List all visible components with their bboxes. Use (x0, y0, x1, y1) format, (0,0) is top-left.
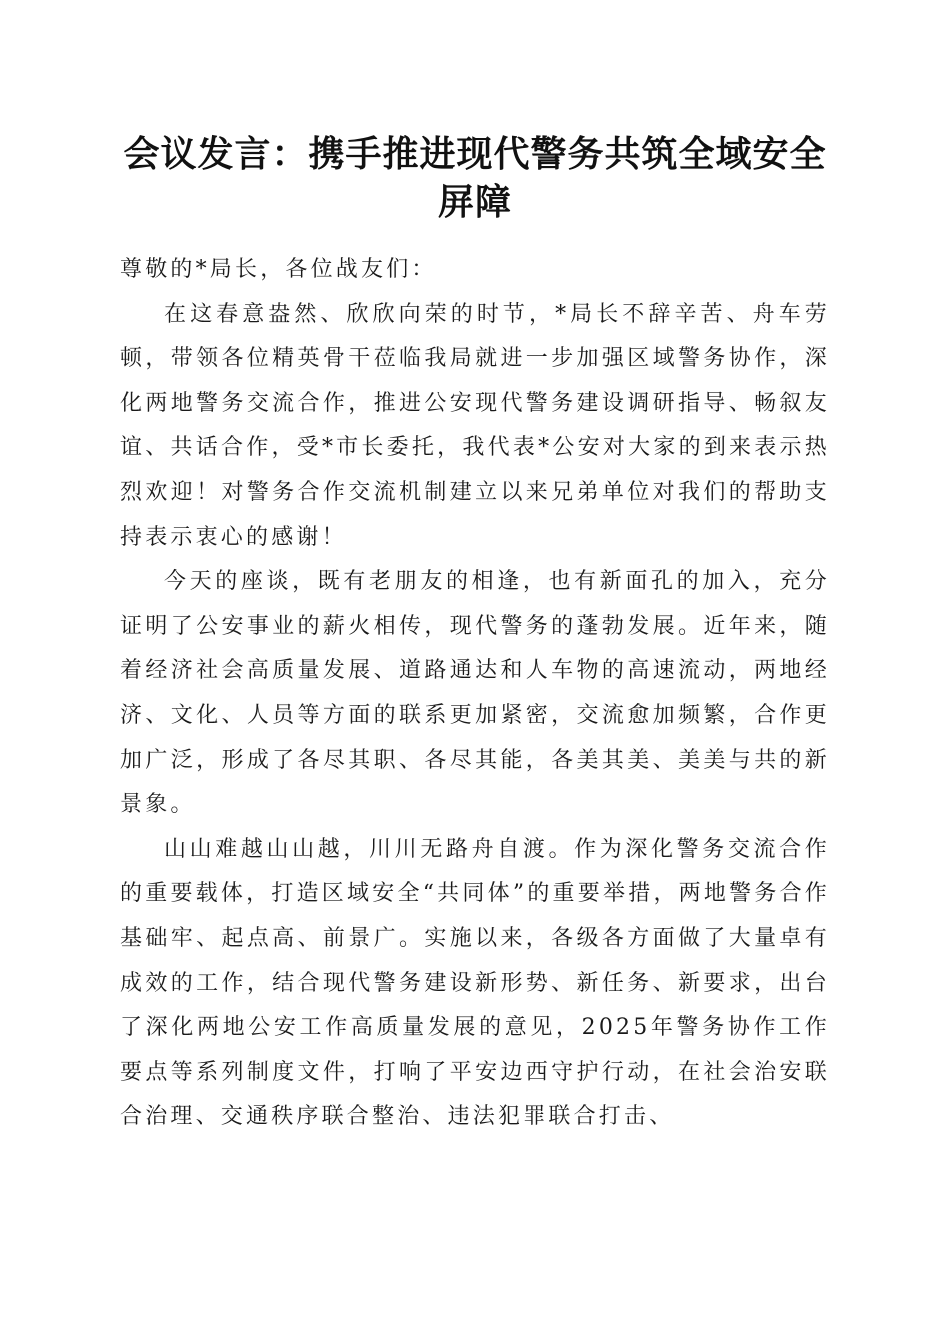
paragraph-1: 在这春意盎然、欣欣向荣的时节，*局长不辞辛苦、舟车劳顿，带领各位精英骨干莅临我局就进一步加强区域警务协作，深化两地警务交流合作，推进公安现代警务建设调研指导、畅叙友谊、共话合作，受*市长委托，我代表*公安对大家的到来表示热烈欢迎！对警务合作交流机制建立以来兄弟单位对我们的帮助支持表示衷心的感谢！ (120, 301, 830, 550)
paragraph-3: 山山难越山山越，川川无路舟自渡。作为深化警务交流合作的重要载体，打造区域安全“共同体”的重要举措，两地警务合作基础牢、起点高、前景广。实施以来，各级各方面做了大量卓有成效的工作，结合现代警务建设新形势、新任务、新要求，出台了深化两地公安工作高质量发展的意见，2025年警务协作工作要点等系列制度文件，打响了平安边西守护行动，在社会治安联合治理、交通秩序联合整治、违法犯罪联合打击、 (120, 836, 830, 1130)
paragraph-2: 今天的座谈，既有老朋友的相逢，也有新面孔的加入，充分证明了公安事业的薪火相传，现代警务的蓬勃发展。近年来，随着经济社会高质量发展、道路通达和人车物的高速流动，两地经济、文化、人员等方面的联系更加紧密，交流愈加频繁，合作更加广泛，形成了各尽其职、各尽其能，各美其美、美美与共的新景象。 (120, 569, 830, 818)
document-body (120, 248, 830, 1140)
document-title: 会议发言：携手推进现代警务共筑全域安全屏障 (123, 133, 827, 223)
salutation: 尊敬的*局长，各位战友们： (120, 257, 437, 282)
